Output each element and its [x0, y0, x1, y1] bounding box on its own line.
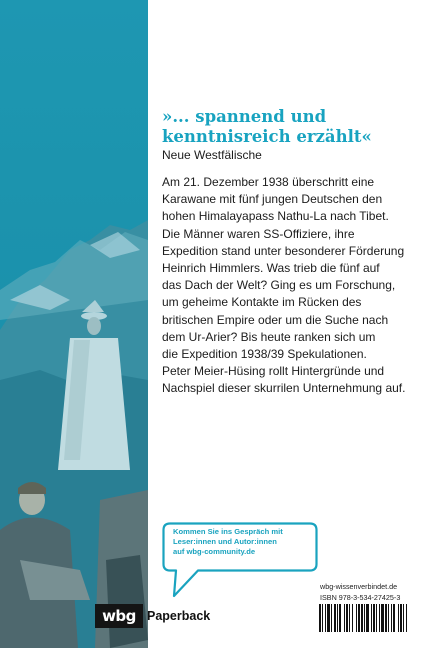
expedition-photo [0, 0, 148, 648]
description-line: Karawane mit fünf jungen Deutschen den [162, 192, 383, 207]
community-invite [173, 527, 308, 558]
description-line: die Expedition 1938/39 Spekulationen. [162, 347, 367, 362]
format-label: Paperback [147, 609, 211, 623]
publisher-imprint [95, 604, 210, 628]
community-line: Leser:innen und Autor:innen [173, 537, 277, 547]
community-line: auf wbg-community.de [173, 547, 256, 557]
community-line: Kommen Sie ins Gespräch mit [173, 527, 283, 536]
press-quote-line: »... spannend und [162, 107, 327, 126]
description-line: Expedition stand unter besonderer Förderung [162, 243, 405, 258]
description-line: Peter Meier-Hüsing rollt Hintergründe und [162, 364, 385, 379]
description-line: Heinrich Himmlers. Was trieb die fünf auf [162, 261, 380, 276]
wbg-logo: wbg [95, 604, 143, 628]
description-line: hohen Himalayapass Nathu-La nach Tibet. [162, 209, 389, 224]
description-line: Am 21. Dezember 1938 überschritt eine [162, 175, 375, 189]
description-line: Die Männer waren SS-Offiziere, ihre [162, 226, 355, 241]
isbn-number: ISBN 978-3-534-27425-3 [320, 593, 401, 602]
description-line: britischen Empire oder um die Suche nach [162, 312, 389, 327]
description-line: um geheime Kontakte im Rücken des [162, 295, 362, 310]
quote-source: Neue Westfälische [162, 148, 262, 162]
description-line: das Dach der Welt? Ging es um Forschung, [162, 278, 396, 293]
press-quote-line: kenntnisreich erzählt« [162, 127, 372, 146]
barcode-icon [319, 604, 431, 632]
description-line: dem Ur-Arier? Bis heute ranken sich um [162, 329, 376, 344]
book-description [162, 174, 434, 398]
press-quote [162, 107, 422, 147]
publisher-website: wbg-wissenverbindet.de [320, 582, 398, 591]
description-line: Nachspiel dieser skurrilen Unternehmung auf. [162, 381, 406, 396]
